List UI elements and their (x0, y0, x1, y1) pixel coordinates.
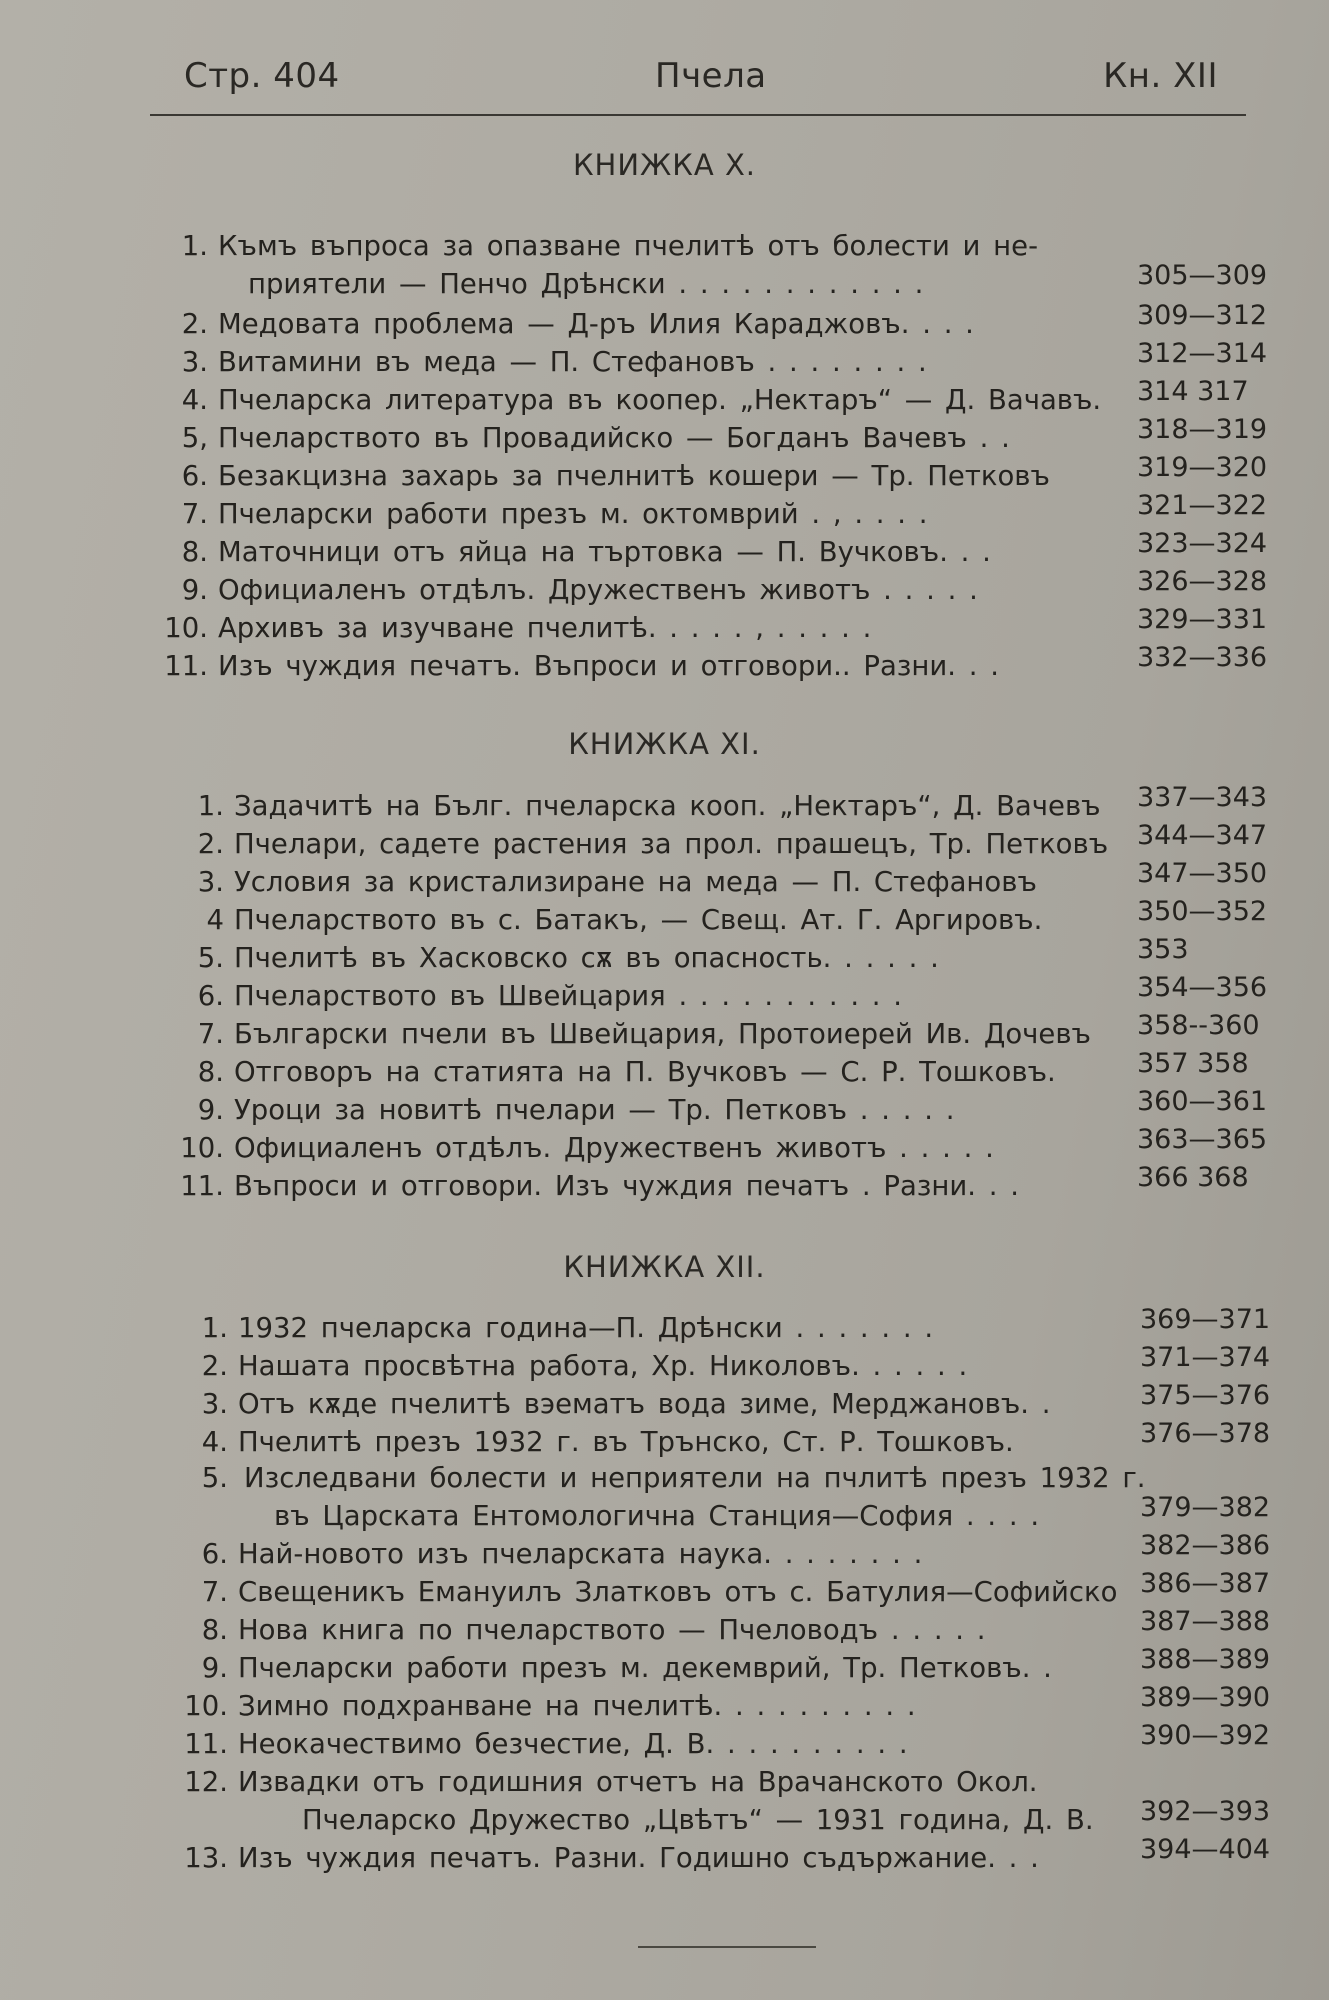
toc-entry (0, 1418, 1329, 1464)
entry-number: 6. (181, 460, 208, 492)
page-range: 312—314 (1137, 338, 1268, 369)
page-range: 353 (1137, 934, 1189, 965)
toc-entry (0, 528, 1329, 574)
entry-number: 7. (181, 498, 208, 530)
entry-number: 7. (197, 1018, 224, 1050)
entry-title: Най-новото изъ пчеларската наука. . . . . . . . (238, 1538, 923, 1570)
entry-number: 8. (201, 1614, 228, 1646)
entry-number: 7. (201, 1576, 228, 1608)
entry-title: Пчеларска литература въ коопер. „Нектаръ“ — Д. Вачавъ. (218, 384, 1102, 416)
toc-entry (0, 1380, 1329, 1426)
toc-entry (0, 260, 1329, 306)
page-range: 376—378 (1140, 1418, 1271, 1449)
page-range: 344—347 (1137, 820, 1268, 851)
entry-number: 3. (181, 346, 208, 378)
entry-title: Пчелитѣ презъ 1932 г. въ Трънско, Ст. Р. Тошковъ. (238, 1426, 1014, 1458)
toc-entry (0, 1530, 1329, 1576)
toc-entry (0, 1086, 1329, 1132)
entry-title: Пчелари, садете растения за прол. прашецъ, Тр. Петковъ (234, 828, 1109, 860)
entry-number: 5, (181, 422, 208, 454)
entry-title: приятели — Пенчо Дрѣнски . . . . . . . . . . . . (248, 268, 924, 300)
page-range: 394—404 (1140, 1834, 1271, 1865)
entry-title: Пчеларско Дружество „Цвѣтъ“ — 1931 година, Д. В. (302, 1804, 1094, 1836)
page-range: 388—389 (1140, 1644, 1271, 1675)
entry-title: Извадки отъ годишния отчетъ на Врачанското Окол. (238, 1766, 1038, 1798)
toc-entry (0, 820, 1329, 866)
entry-title: Отъ кѫде пчелитѣ вэематъ вода зиме, Мерджановъ. . (238, 1388, 1051, 1420)
entry-title: Медовата проблема — Д-ръ Илия Караджовъ. . . . (218, 308, 974, 340)
entry-title: въ Царската Ентомологична Станция—София . . . . (274, 1500, 1040, 1532)
toc-entry (0, 1568, 1329, 1614)
entry-title: Уроци за новитѣ пчелари — Тр. Петковъ . . . . . (234, 1094, 955, 1126)
toc-entry (0, 896, 1329, 942)
entry-title: Неокачествимо безчестие, Д. В. . . . . . . . . . (238, 1728, 908, 1760)
entry-number: 6. (197, 980, 224, 1012)
page-range: 329—331 (1137, 604, 1268, 635)
entry-title: Архивъ за изучване пчелитѣ. . . . . , . . . . . (218, 612, 872, 644)
entry-title: Задачитѣ на Бълг. пчеларска кооп. „Нектаръ“, Д. Вачевъ (234, 790, 1101, 822)
page-range: 382—386 (1140, 1530, 1271, 1561)
toc-entry (0, 782, 1329, 828)
entry-title: Пчеларски работи презъ м. декемврий, Тр. Петковъ. . (238, 1652, 1052, 1684)
toc-entry (0, 490, 1329, 536)
running-header (150, 52, 1246, 116)
page-range: 363—365 (1137, 1124, 1268, 1155)
toc-entry (0, 1834, 1329, 1880)
entry-title: Пчеларството въ Провадийско — Богданъ Вачевъ . . (218, 422, 1010, 454)
entry-number: 8. (197, 1056, 224, 1088)
toc-entry (0, 1304, 1329, 1350)
entry-number: 2. (201, 1350, 228, 1382)
toc-entry (0, 858, 1329, 904)
page-range: 318—319 (1137, 414, 1268, 445)
page-range: 323—324 (1137, 528, 1268, 559)
entry-number: 9. (197, 1094, 224, 1126)
entry-number: 13. (184, 1842, 228, 1874)
entry-number: 10. (180, 1132, 224, 1164)
entry-title: Изъ чуждия печатъ. Разни. Годишно съдържание. . . (238, 1842, 1039, 1874)
page-range: 350—352 (1137, 896, 1268, 927)
entry-title: Зимно подхранване на пчелитѣ. . . . . . . . . . (238, 1690, 916, 1722)
entry-title: Изследвани болести и неприятели на пчлитѣ презъ 1932 г. (244, 1462, 1146, 1494)
page-range: 321—322 (1137, 490, 1268, 521)
toc-entry (0, 1010, 1329, 1056)
entry-number: 2. (181, 308, 208, 340)
toc-entry (0, 1766, 1329, 1804)
page-range: 337—343 (1137, 782, 1268, 813)
page-range: 354—356 (1137, 972, 1268, 1003)
toc-entry (0, 376, 1329, 422)
toc-entry (0, 1606, 1329, 1652)
entry-title: Български пчели въ Швейцария, Протоиерей Ив. Дочевъ (234, 1018, 1091, 1050)
entry-title: Пчеларски работи презъ м. октомврий . , . . . . (218, 498, 928, 530)
entry-number: 1. (197, 790, 224, 822)
page-range: 389—390 (1140, 1682, 1271, 1713)
page-range: 319—320 (1137, 452, 1268, 483)
toc-entry (0, 230, 1329, 268)
toc-entry (0, 452, 1329, 498)
entry-title: Пчеларството въ с. Батакъ, — Свещ. Ат. Г. Аргировъ. (234, 904, 1043, 936)
toc-entry (0, 566, 1329, 612)
entry-title: Въпроси и отговори. Изъ чуждия печатъ . Разни. . . (234, 1170, 1019, 1202)
entry-number: 10. (184, 1690, 228, 1722)
page-range: 347—350 (1137, 858, 1268, 889)
page-number-label: Стр. 404 (184, 56, 340, 96)
entry-title: Отговоръ на статията на П. Вучковъ — С. Р. Тошковъ. (234, 1056, 1056, 1088)
entry-title: Свещеникъ Емануилъ Златковъ отъ с. Батулия—Софийско (238, 1576, 1118, 1608)
entry-title: Условия за кристализиране на меда — П. Стефановъ (234, 866, 1037, 898)
toc-entry (0, 1682, 1329, 1728)
page-range: 314 317 (1137, 376, 1249, 407)
toc-entry (0, 604, 1329, 650)
page-range: 371—374 (1140, 1342, 1271, 1373)
entry-number: 10. (164, 612, 208, 644)
page-range: 326—328 (1137, 566, 1268, 597)
toc-entry (0, 1342, 1329, 1388)
page-range: 379—382 (1140, 1492, 1271, 1523)
toc-entry (0, 300, 1329, 346)
page-range: 357 358 (1137, 1048, 1249, 1079)
page-range: 387—388 (1140, 1606, 1271, 1637)
entry-number: 3. (197, 866, 224, 898)
entry-number: 9. (181, 574, 208, 606)
entry-number: 9. (201, 1652, 228, 1684)
entry-title: Маточници отъ яйца на търтовка — П. Вучковъ. . . (218, 536, 991, 568)
page-range: 375—376 (1140, 1380, 1271, 1411)
entry-number: 11. (184, 1728, 228, 1760)
entry-number: 11. (164, 650, 208, 682)
page-range: 358--360 (1137, 1010, 1260, 1041)
entry-number: 12. (184, 1766, 228, 1798)
toc-entry (0, 1462, 1329, 1500)
entry-title: Официаленъ отдѣлъ. Дружественъ животъ . . . . . (218, 574, 978, 606)
entry-number: 4. (181, 384, 208, 416)
toc-entry (0, 338, 1329, 384)
entry-number: 6. (201, 1538, 228, 1570)
toc-entry (0, 934, 1329, 980)
entry-title: Пчеларството въ Швейцария . . . . . . . . . . . (234, 980, 903, 1012)
entry-number: 11. (180, 1170, 224, 1202)
page-range: 309—312 (1137, 300, 1268, 331)
entry-number: 3. (201, 1388, 228, 1420)
entry-number: 5. (201, 1462, 228, 1494)
entry-number: 5. (197, 942, 224, 974)
toc-entry (0, 1048, 1329, 1094)
page-range: 360—361 (1137, 1086, 1268, 1117)
entry-number: 8. (181, 536, 208, 568)
issue-label: Кн. XII (1103, 56, 1218, 96)
entry-number: 2. (197, 828, 224, 860)
entry-title: Пчелитѣ въ Хасковско сѫ въ опасность. . . . . . (234, 942, 939, 974)
toc-entry (0, 642, 1329, 688)
entry-number: 4 (206, 904, 224, 936)
entry-title: Витамини въ меда — П. Стефановъ . . . . . . . . (218, 346, 927, 378)
toc-entry (0, 1720, 1329, 1766)
entry-title: Официаленъ отдѣлъ. Дружественъ животъ . . . . . (234, 1132, 994, 1164)
entry-number: 1. (181, 230, 208, 262)
section-title: КНИЖКА XII. (563, 1250, 766, 1284)
toc-entry (0, 1644, 1329, 1690)
entry-number: 4. (201, 1426, 228, 1458)
toc-entry (0, 1492, 1329, 1538)
entry-title: Къмъ въпроса за опазване пчелитѣ отъ болести и не- (218, 230, 1038, 262)
entry-number: 1. (201, 1312, 228, 1344)
page-range: 305—309 (1137, 260, 1268, 291)
journal-title: Пчела (655, 56, 767, 96)
page-range: 390—392 (1140, 1720, 1271, 1751)
toc-entry (0, 414, 1329, 460)
toc-entry (0, 1796, 1329, 1842)
section-title: КНИЖКА X. (572, 148, 757, 182)
toc-entry (0, 1162, 1329, 1208)
page-range: 392—393 (1140, 1796, 1271, 1827)
toc-entry (0, 972, 1329, 1018)
page-range: 386—387 (1140, 1568, 1271, 1599)
page-range: 366 368 (1137, 1162, 1249, 1193)
end-divider (638, 1946, 816, 1948)
page-range: 369—371 (1140, 1304, 1271, 1335)
entry-title: Нова книга по пчеларството — Пчеловодъ . . . . . (238, 1614, 986, 1646)
toc-entry (0, 1124, 1329, 1170)
entry-title: Безакцизна захарь за пчелнитѣ кошери — Тр. Петковъ (218, 460, 1050, 492)
section-title: КНИЖКА XI. (568, 727, 761, 761)
page-range: 332—336 (1137, 642, 1268, 673)
entry-title: Изъ чуждия печатъ. Въпроси и отговори.. Разни. . . (218, 650, 999, 682)
entry-title: Нашата просвѣтна работа, Хр. Николовъ. . . . . . (238, 1350, 968, 1382)
entry-title: 1932 пчеларска година—П. Дрѣнски . . . . . . . (238, 1312, 934, 1344)
